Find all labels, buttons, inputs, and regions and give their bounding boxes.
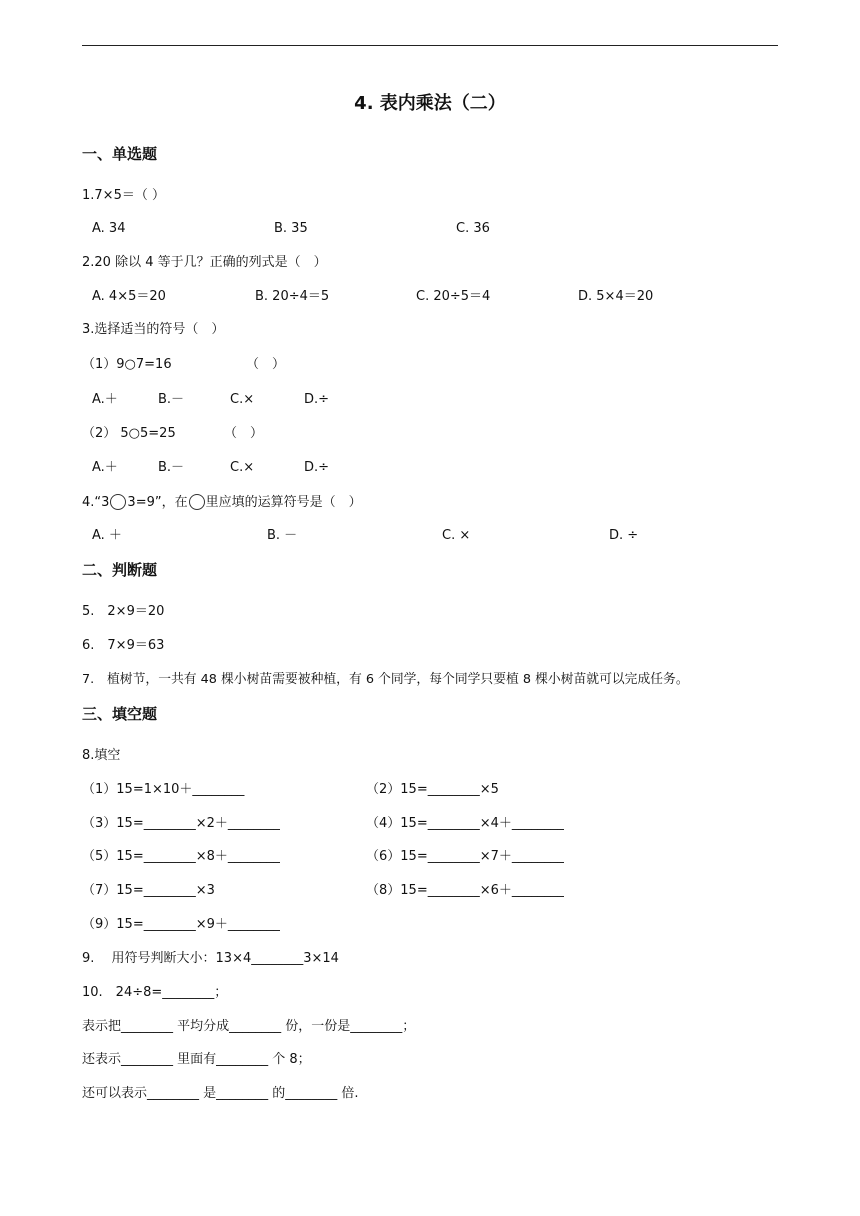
question-9: 9. 用符号判断大小：13×4________3×14 [82, 951, 339, 966]
question-8-item: （6）15=________×7＋________ [366, 849, 564, 864]
question-8-item: （7）15=________×3 [82, 883, 215, 898]
question-8-item: （5）15=________×8＋________ [82, 849, 280, 864]
question-3-part-2-option-d: D.÷ [304, 460, 330, 475]
question-3-part-1-option-b: B.－ [158, 392, 185, 407]
question-3-part-1-option-a: A.＋ [92, 392, 118, 407]
question-3-part-2: （2） 5○5=25 [82, 426, 176, 441]
question-2-option-d: D. 5×4＝20 [578, 289, 654, 304]
question-6: 6. 7×9＝63 [82, 638, 165, 653]
question-2-option-c: C. 20÷5＝4 [416, 289, 491, 304]
blank-circle-icon [110, 494, 126, 510]
question-4-option-b: B. － [267, 528, 298, 543]
question-3-part-1-option-c: C.× [230, 392, 255, 407]
question-8-stem: 8.填空 [82, 748, 121, 763]
question-2-option-b: B. 20÷4＝5 [255, 289, 330, 304]
header-rule [82, 45, 778, 46]
question-3-part-2-blank: （ ） [224, 426, 264, 441]
question-3-part-1-blank: （ ） [246, 357, 286, 372]
question-10-line-3: 还表示________ 里面有________ 个 8； [82, 1052, 311, 1067]
section-heading-fill-in: 三、填空题 [82, 705, 158, 723]
question-8-item: （4）15=________×4＋________ [366, 816, 564, 831]
question-4-stem-part-a: 4.“3 [82, 495, 110, 510]
section-heading-true-false: 二、判断题 [82, 561, 158, 579]
question-4-option-a: A. ＋ [92, 528, 122, 543]
blank-circle-icon [189, 494, 205, 510]
question-4-stem-part-b: 3=9”，在 [127, 495, 188, 510]
question-3-part-2-option-a: A.＋ [92, 460, 118, 475]
question-10-line-2: 表示把________ 平均分成________ 份，一份是________； [82, 1019, 416, 1034]
question-1-stem: 1.7×5＝（ ） [82, 188, 165, 203]
question-10-line-4: 还可以表示________ 是________ 的________ 倍. [82, 1086, 359, 1101]
page-title: 4. 表内乘法（二） [354, 93, 506, 114]
question-7: 7. 植树节，一共有 48 棵小树苗需要被种植，有 6 个同学，每个同学只要植 8 棵小树苗就可以完成任务。 [82, 672, 689, 687]
question-1-option-c: C. 36 [456, 221, 490, 236]
question-3-part-1-option-d: D.÷ [304, 392, 330, 407]
question-3-part-2-option-c: C.× [230, 460, 255, 475]
section-heading-single-choice: 一、单选题 [82, 145, 158, 163]
question-5: 5. 2×9＝20 [82, 604, 165, 619]
question-1-option-b: B. 35 [274, 221, 308, 236]
question-4-stem [82, 494, 362, 511]
question-10-line-1: 10. 24÷8=________； [82, 985, 228, 1000]
question-4-stem-part-c: 里应填的运算符号是（ ） [205, 495, 362, 510]
question-4-option-c: C. × [442, 528, 471, 543]
question-4-option-d: D. ÷ [609, 528, 639, 543]
question-3-part-2-option-b: B.－ [158, 460, 185, 475]
question-8-item: （3）15=________×2＋________ [82, 816, 280, 831]
question-3-stem: 3.选择适当的符号（ ） [82, 322, 225, 337]
question-8-item: （8）15=________×6＋________ [366, 883, 564, 898]
question-3-part-1: （1）9○7=16 [82, 357, 172, 372]
question-8-item: （1）15=1×10＋________ [82, 782, 245, 797]
question-2-stem: 2.20 除以 4 等于几？正确的列式是（ ） [82, 255, 327, 270]
question-2-option-a: A. 4×5＝20 [92, 289, 166, 304]
question-8-item: （9）15=________×9＋________ [82, 917, 280, 932]
question-8-item: （2）15=________×5 [366, 782, 499, 797]
question-1-option-a: A. 34 [92, 221, 126, 236]
